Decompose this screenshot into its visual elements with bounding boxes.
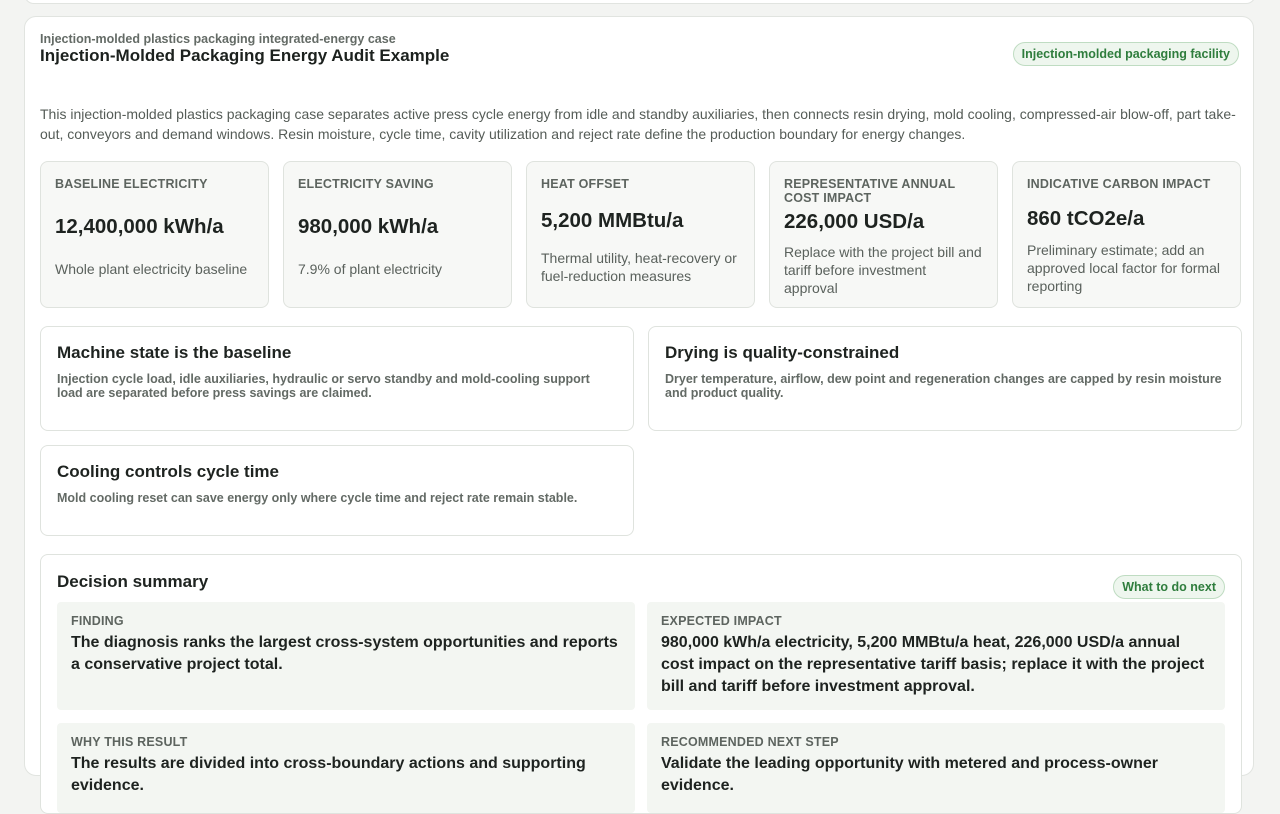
principle-card-machine-state bbox=[40, 326, 634, 431]
principle-card-cooling bbox=[40, 445, 634, 536]
expected-impact-box bbox=[647, 602, 1225, 710]
metric-value: 980,000 kWh/a bbox=[298, 215, 439, 238]
next-step-badge: What to do next bbox=[1113, 575, 1225, 599]
expected-impact-text: 980,000 kWh/a electricity, 5,200 MMBtu/a heat, 226,000 USD/a annual cost impact on the representative tariff basis; replace it with the project bill and tariff before investment approval. bbox=[661, 634, 1205, 695]
case-card bbox=[24, 16, 1254, 794]
why-result-text: The results are divided into cross-boundary actions and supporting evidence. bbox=[71, 755, 586, 794]
metric-note: 7.9% of plant electricity bbox=[298, 261, 442, 277]
metric-note: Thermal utility, heat-recovery or fuel-reduction measures bbox=[541, 250, 737, 284]
principle-title: Machine state is the baseline bbox=[57, 343, 292, 362]
metric-note: Preliminary estimate; add an approved local factor for formal reporting bbox=[1027, 242, 1220, 294]
previous-card-edge bbox=[24, 0, 1256, 4]
metric-note: Whole plant electricity baseline bbox=[55, 261, 248, 277]
expected-impact-label: EXPECTED IMPACT bbox=[661, 614, 782, 628]
metric-card-annual-cost-impact bbox=[769, 161, 998, 308]
metric-label: REPRESENTATIVE ANNUAL COST IMPACT bbox=[784, 177, 956, 205]
decision-title: Decision summary bbox=[57, 572, 209, 591]
metric-label: BASELINE ELECTRICITY bbox=[55, 177, 208, 191]
why-result-box bbox=[57, 723, 635, 813]
metric-card-carbon-impact bbox=[1012, 161, 1241, 308]
finding-label: FINDING bbox=[71, 614, 124, 628]
why-result-label: WHY THIS RESULT bbox=[71, 735, 188, 749]
principle-title: Cooling controls cycle time bbox=[57, 462, 279, 481]
metric-note: Replace with the project bill and tariff before investment approval bbox=[784, 244, 982, 296]
principle-text: Dryer temperature, airflow, dew point and regeneration changes are capped by resin moisture and product quality. bbox=[665, 372, 1222, 400]
finding-box bbox=[57, 602, 635, 710]
metric-value: 860 tCO2e/a bbox=[1027, 207, 1145, 230]
metric-label: INDICATIVE CARBON IMPACT bbox=[1027, 177, 1211, 191]
case-eyebrow: Injection-molded plastics packaging integrated-energy case bbox=[40, 32, 396, 46]
next-step-box bbox=[647, 723, 1225, 813]
finding-text: The diagnosis ranks the largest cross-system opportunities and reports a conservative project total. bbox=[71, 634, 618, 673]
next-step-label: RECOMMENDED NEXT STEP bbox=[661, 735, 839, 749]
decision-summary bbox=[40, 554, 1242, 814]
page-title: Injection-Molded Packaging Energy Audit Example bbox=[40, 46, 450, 65]
metric-label: ELECTRICITY SAVING bbox=[298, 177, 434, 191]
metric-value: 12,400,000 kWh/a bbox=[55, 215, 224, 238]
metric-value: 5,200 MMBtu/a bbox=[541, 209, 684, 232]
case-intro: This injection-molded plastics packaging case separates active press cycle energy from idle and standby auxiliaries, then connects resin drying, mold cooling, compressed-air blow-off, part take-out, conveyors and demand windows. Resin moisture, cycle time, cavity utilization and reject rate define the production boundary for energy changes. bbox=[40, 106, 1236, 142]
principle-text: Mold cooling reset can save energy only where cycle time and reject rate remain stable. bbox=[57, 491, 578, 505]
metric-value: 226,000 USD/a bbox=[784, 210, 925, 233]
metric-card-baseline-electricity bbox=[40, 161, 269, 308]
principle-card-drying bbox=[648, 326, 1242, 431]
metric-label: HEAT OFFSET bbox=[541, 177, 630, 191]
facility-badge: Injection-molded packaging facility bbox=[1013, 42, 1239, 66]
metric-card-electricity-saving bbox=[283, 161, 512, 308]
metric-card-heat-offset bbox=[526, 161, 755, 308]
principle-title: Drying is quality-constrained bbox=[665, 343, 900, 362]
next-step-text: Validate the leading opportunity with metered and process-owner evidence. bbox=[661, 755, 1158, 794]
principle-text: Injection cycle load, idle auxiliaries, hydraulic or servo standby and mold-cooling support load are separated before press savings are claimed. bbox=[57, 372, 590, 400]
